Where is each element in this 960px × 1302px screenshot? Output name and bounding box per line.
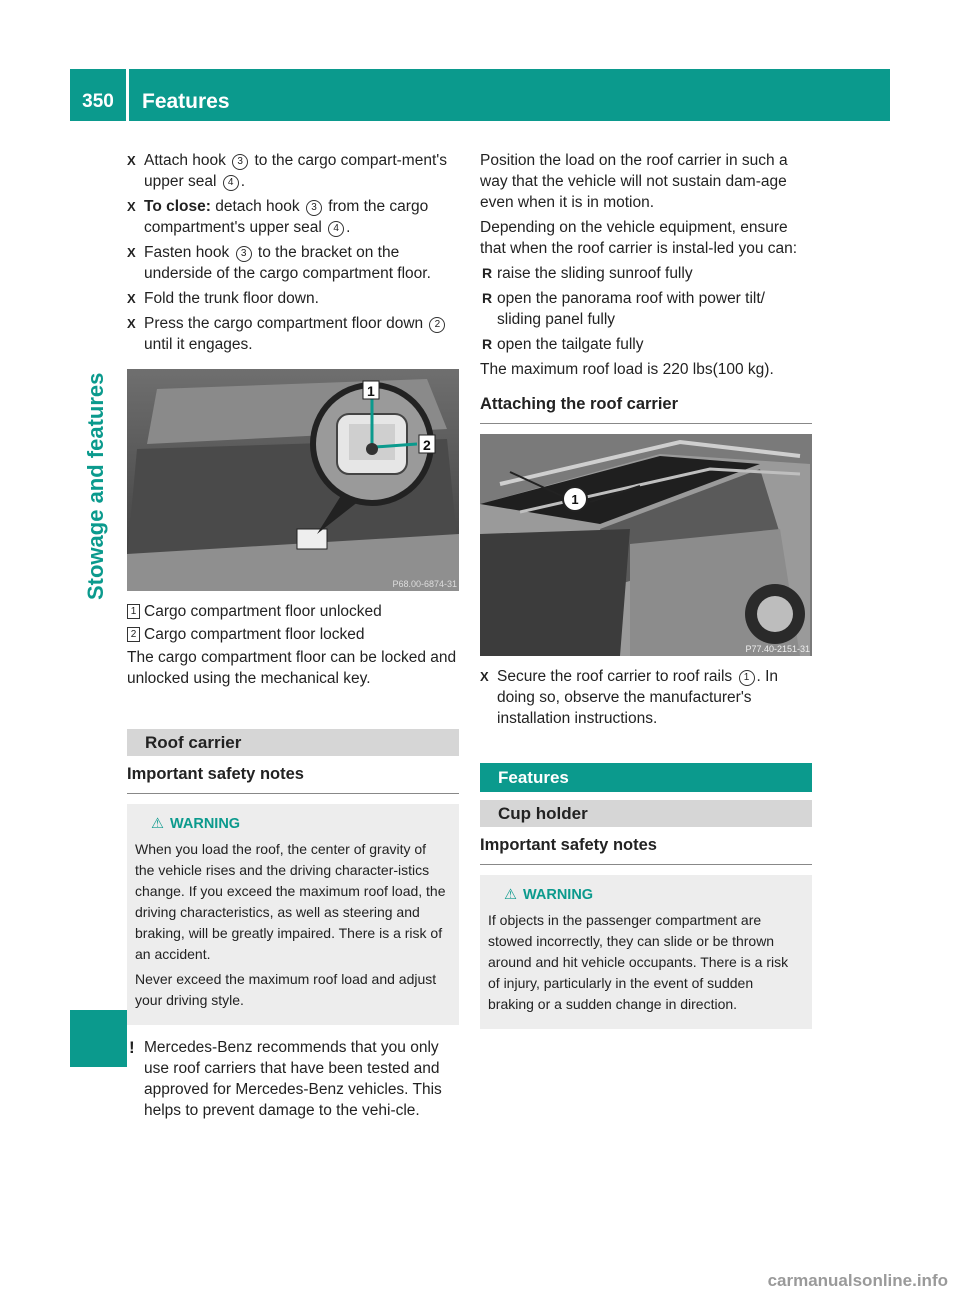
load-paragraph: Position the load on the roof carrier in such a way that the vehicle will not sustain dam-age even when it is in motion. xyxy=(480,152,788,211)
warning-icon: ⚠ xyxy=(504,887,517,903)
equipment-paragraph: Depending on the vehicle equipment, ensure that when the roof carrier is instal-led you can: xyxy=(480,219,798,257)
step-marker: X xyxy=(127,153,136,168)
roof-carrier-heading: Roof carrier xyxy=(127,729,459,756)
header-divider xyxy=(126,69,129,121)
bullet-marker: R xyxy=(482,336,493,352)
roof-carrier-photo xyxy=(480,434,812,656)
ref-number: 4 xyxy=(223,175,239,191)
attach-roof-carrier-heading: Attaching the roof carrier xyxy=(480,394,812,424)
instruction-step: X Fasten hook 3 to the bracket on the underside of the cargo compartment floor. xyxy=(127,244,431,282)
instruction-step: X Fold the trunk floor down. xyxy=(127,290,319,307)
bullet-marker: R xyxy=(482,290,493,306)
ref-number: 4 xyxy=(328,221,344,237)
page-number: 350 xyxy=(82,91,114,112)
lock-paragraph: The cargo compartment floor can be locked and unlocked using the mechanical key. xyxy=(127,649,457,687)
page-title: Features xyxy=(142,90,230,113)
watermark: carmanualsonline.info xyxy=(767,1271,948,1290)
ref-number: 3 xyxy=(232,154,248,170)
safety-notes-heading: Important safety notes xyxy=(127,764,459,794)
note-paragraph: ! Mercedes-Benz recommends that you only use roof carriers that have been tested and approved for Mercedes-Benz vehicles. This helps to prevent damage to the vehi-cle. xyxy=(129,1038,442,1119)
step-marker: X xyxy=(127,245,136,260)
cargo-floor-illustration xyxy=(127,369,459,591)
instruction-step: X Press the cargo compartment floor down 2 until it engages. xyxy=(127,313,459,355)
ref-number: 3 xyxy=(236,246,252,262)
list-item: R open the tailgate fully xyxy=(482,336,644,353)
warning-title: ⚠ WARNING xyxy=(488,885,802,906)
features-heading: Features xyxy=(480,763,812,792)
callout-1: 1 xyxy=(367,383,375,399)
step-marker: X xyxy=(127,316,136,331)
legend-number: 2 xyxy=(127,627,140,642)
cup-holder-heading: Cup holder xyxy=(480,800,812,827)
exclamation-icon: ! xyxy=(129,1038,135,1057)
bullet-marker: R xyxy=(482,265,493,281)
side-tab-label: Stowage and features xyxy=(83,372,108,600)
left-column xyxy=(127,150,459,1121)
callout-2: 2 xyxy=(423,437,431,453)
right-column xyxy=(480,150,812,1041)
image-code: P77.40-2151-31 xyxy=(745,644,810,654)
warning-box: ⚠ WARNING If objects in the passenger compartment are stowed incorrectly, they can slide or be thrown around and hit vehicle occupants. There is a risk of injury, particularly in the event of sudden braking or a sudden change in direction. xyxy=(480,875,812,1029)
roof-carrier-illustration xyxy=(480,434,812,656)
list-item: R open the panorama roof with power tilt/ sliding panel fully xyxy=(482,290,765,328)
ref-number: 3 xyxy=(306,200,322,216)
step-marker: X xyxy=(127,291,136,306)
image-code: P68.00-6874-31 xyxy=(392,579,457,589)
step-marker: X xyxy=(480,669,489,684)
warning-icon: ⚠ xyxy=(151,816,164,832)
safety-notes-heading: Important safety notes xyxy=(480,835,812,865)
step-marker: X xyxy=(127,199,136,214)
ref-number: 2 xyxy=(429,317,445,333)
ref-number: 1 xyxy=(739,670,755,686)
callout-1: 1 xyxy=(571,492,579,507)
side-tab-marker xyxy=(70,1010,127,1067)
cargo-floor-photo xyxy=(127,369,459,591)
max-load-paragraph: The maximum roof load is 220 lbs(100 kg). xyxy=(480,361,774,378)
list-item: R raise the sliding sunroof fully xyxy=(482,265,693,282)
legend-number: 1 xyxy=(127,604,140,619)
instruction-step: X Attach hook 3 to the cargo compart-ment's upper seal 4 . xyxy=(127,152,447,190)
legend-item: 1 Cargo compartment floor unlocked xyxy=(127,601,459,622)
warning-box: ⚠ WARNING When you load the roof, the center of gravity of the vehicle rises and the driving character-istics change. If you exceed the maximum roof load, the driving characteristics, as well as steering and braking, will be greatly impaired. There is a risk of an accident. Never exceed the maximum roof load and adjust your driving style. xyxy=(127,804,459,1025)
instruction-step: X To close: detach hook 3 from the cargo compartment's upper seal 4 . xyxy=(127,198,429,236)
warning-title: ⚠ WARNING xyxy=(135,814,449,835)
instruction-step: X Secure the roof carrier to roof rails 1 . In doing so, observe the manufacturer's installation instructions. xyxy=(480,668,779,727)
legend-item: 2 Cargo compartment floor locked xyxy=(127,624,459,645)
